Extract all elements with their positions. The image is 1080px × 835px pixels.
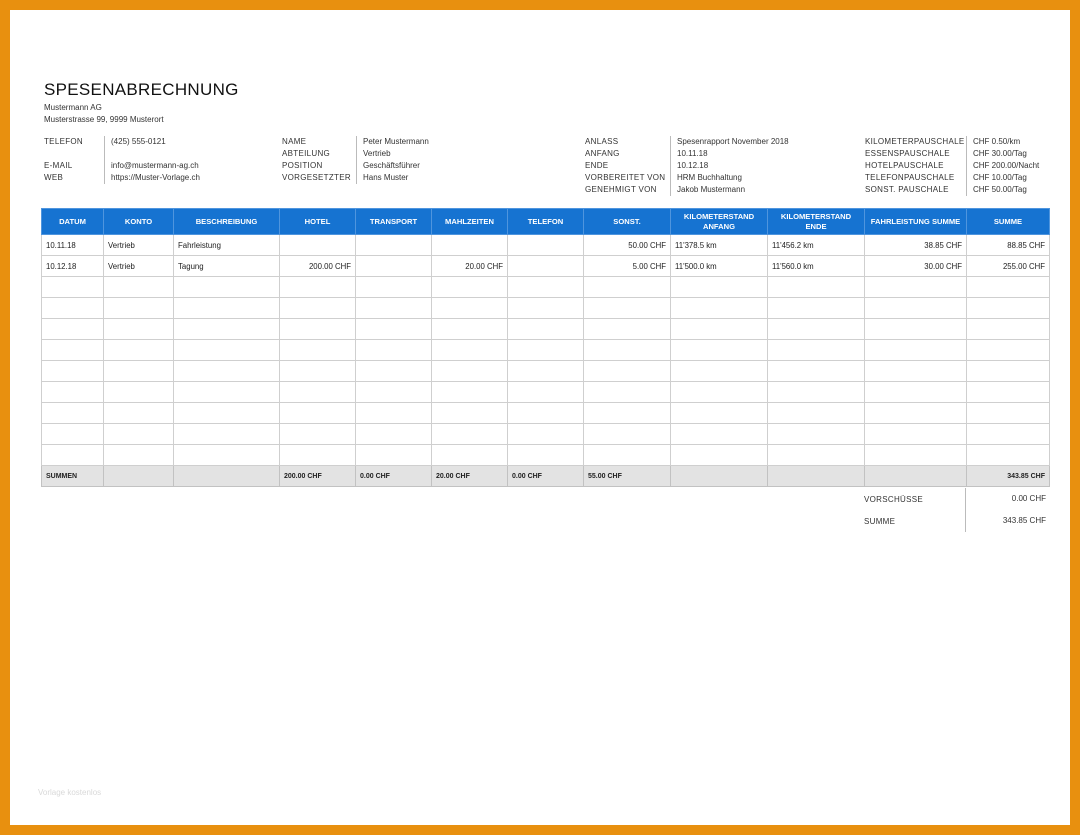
table-cell[interactable] — [671, 361, 768, 382]
total-cell — [174, 466, 280, 487]
table-cell[interactable] — [967, 382, 1050, 403]
table-cell[interactable] — [432, 277, 508, 298]
table-cell[interactable] — [42, 277, 104, 298]
page-title: SPESENABRECHNUNG — [44, 80, 239, 99]
total-cell: 0.00 CHF — [356, 466, 432, 487]
table-cell[interactable]: 11'378.5 km — [671, 235, 768, 256]
summary-label: VORSCHÜSSE — [864, 494, 924, 504]
table-cell[interactable] — [967, 298, 1050, 319]
total-cell: 200.00 CHF — [280, 466, 356, 487]
table-cell[interactable]: 11'500.0 km — [671, 256, 768, 277]
table-row-empty — [42, 382, 1050, 403]
table-cell[interactable] — [584, 319, 671, 340]
table-cell[interactable] — [671, 340, 768, 361]
event-label: ANFANG — [585, 149, 620, 158]
table-cell[interactable] — [356, 361, 432, 382]
summary-value: 0.00 CHF — [965, 488, 1046, 510]
table-cell[interactable] — [432, 382, 508, 403]
table-cell[interactable]: 5.00 CHF — [584, 256, 671, 277]
table-cell[interactable] — [174, 340, 280, 361]
table-cell[interactable] — [174, 403, 280, 424]
total-cell — [768, 466, 865, 487]
table-cell[interactable] — [42, 319, 104, 340]
table-cell[interactable] — [432, 361, 508, 382]
company-info — [44, 102, 164, 126]
table-cell[interactable] — [432, 235, 508, 256]
table-cell[interactable]: 88.85 CHF — [967, 235, 1050, 256]
event-label: ENDE — [585, 161, 609, 170]
table-cell[interactable] — [356, 256, 432, 277]
table-cell[interactable] — [356, 403, 432, 424]
table-cell[interactable] — [584, 424, 671, 445]
table-cell[interactable] — [432, 424, 508, 445]
table-cell[interactable]: 38.85 CHF — [865, 235, 967, 256]
contact-value — [104, 148, 111, 160]
column-header: SONST. — [584, 209, 671, 235]
table-cell[interactable] — [356, 277, 432, 298]
table-cell[interactable] — [42, 403, 104, 424]
table-cell[interactable] — [671, 445, 768, 466]
table-cell[interactable] — [865, 340, 967, 361]
table-cell[interactable]: 11'456.2 km — [768, 235, 865, 256]
table-cell[interactable] — [865, 319, 967, 340]
table-cell[interactable] — [584, 340, 671, 361]
table-cell[interactable] — [768, 403, 865, 424]
table-row — [42, 256, 1050, 277]
table-cell[interactable] — [280, 403, 356, 424]
table-cell[interactable] — [865, 298, 967, 319]
table-cell[interactable] — [174, 298, 280, 319]
rate-value: CHF 10.00/Tag — [966, 172, 1027, 184]
table-cell[interactable] — [671, 277, 768, 298]
table-cell[interactable] — [865, 382, 967, 403]
table-cell[interactable] — [174, 445, 280, 466]
table-row-empty — [42, 424, 1050, 445]
table-cell[interactable] — [967, 277, 1050, 298]
table-cell[interactable] — [768, 298, 865, 319]
table-cell[interactable] — [865, 361, 967, 382]
table-cell[interactable] — [508, 235, 584, 256]
contact-block — [44, 136, 200, 184]
company-name: Mustermann AG — [44, 103, 102, 112]
table-cell[interactable] — [508, 445, 584, 466]
table-cell[interactable] — [280, 361, 356, 382]
table-cell[interactable] — [432, 298, 508, 319]
table-cell[interactable] — [584, 382, 671, 403]
table-cell[interactable] — [104, 298, 174, 319]
table-cell[interactable] — [967, 403, 1050, 424]
person-label: ABTEILUNG — [282, 149, 331, 158]
table-cell[interactable] — [280, 340, 356, 361]
column-header: KONTO — [104, 209, 174, 235]
table-cell[interactable] — [508, 277, 584, 298]
watermark: Vorlage kostenlos — [38, 788, 102, 797]
event-block — [585, 136, 789, 196]
table-cell[interactable] — [280, 424, 356, 445]
table-cell[interactable] — [584, 277, 671, 298]
expense-sheet — [10, 10, 1070, 825]
table-row-empty — [42, 361, 1050, 382]
event-value: HRM Buchhaltung — [670, 172, 742, 184]
summary-label: SUMME — [864, 516, 896, 526]
table-cell[interactable] — [671, 298, 768, 319]
table-row-empty — [42, 403, 1050, 424]
table-cell[interactable] — [104, 319, 174, 340]
contact-value: (425) 555-0121 — [104, 136, 166, 148]
table-row-empty — [42, 340, 1050, 361]
total-cell — [865, 466, 967, 487]
table-cell[interactable] — [508, 424, 584, 445]
table-cell[interactable] — [967, 424, 1050, 445]
total-cell: SUMMEN — [42, 466, 104, 487]
rate-label: KILOMETERPAUSCHALE — [865, 137, 965, 146]
totals-row — [42, 466, 1050, 487]
rate-value: CHF 30.00/Tag — [966, 148, 1027, 160]
event-value: 10.11.18 — [670, 148, 708, 160]
table-cell[interactable]: Fahrleistung — [174, 235, 280, 256]
table-cell[interactable] — [584, 361, 671, 382]
table-cell[interactable] — [356, 382, 432, 403]
contact-value: https://Muster-Vorlage.ch — [104, 172, 200, 184]
table-cell[interactable] — [174, 277, 280, 298]
table-cell[interactable]: 200.00 CHF — [280, 256, 356, 277]
table-cell[interactable] — [768, 424, 865, 445]
person-block — [282, 136, 429, 184]
table-cell[interactable] — [584, 298, 671, 319]
table-cell[interactable] — [280, 319, 356, 340]
event-value: 10.12.18 — [670, 160, 708, 172]
person-label: NAME — [282, 137, 307, 146]
table-cell[interactable] — [356, 298, 432, 319]
table-cell[interactable] — [967, 340, 1050, 361]
table-cell[interactable] — [432, 340, 508, 361]
table-cell[interactable] — [104, 277, 174, 298]
table-cell[interactable] — [356, 424, 432, 445]
rate-value: CHF 50.00/Tag — [966, 184, 1027, 196]
table-cell[interactable] — [432, 403, 508, 424]
rate-label: ESSENSPAUSCHALE — [865, 149, 950, 158]
table-cell[interactable] — [104, 445, 174, 466]
table-cell[interactable] — [432, 445, 508, 466]
rate-label: SONST. PAUSCHALE — [865, 185, 949, 194]
table-cell[interactable] — [508, 298, 584, 319]
rate-label: HOTELPAUSCHALE — [865, 161, 944, 170]
table-cell[interactable] — [967, 319, 1050, 340]
table-row-empty — [42, 319, 1050, 340]
table-cell[interactable] — [967, 361, 1050, 382]
total-cell: 20.00 CHF — [432, 466, 508, 487]
table-cell[interactable] — [174, 319, 280, 340]
table-cell[interactable]: 10.12.18 — [42, 256, 104, 277]
table-cell[interactable] — [104, 424, 174, 445]
column-header: BESCHREIBUNG — [174, 209, 280, 235]
table-cell[interactable] — [280, 445, 356, 466]
table-cell[interactable] — [768, 277, 865, 298]
table-cell[interactable] — [768, 340, 865, 361]
table-cell[interactable]: 255.00 CHF — [967, 256, 1050, 277]
table-cell[interactable]: 11'560.0 km — [768, 256, 865, 277]
contact-label — [44, 148, 104, 160]
column-header: TELEFON — [508, 209, 584, 235]
table-cell[interactable] — [508, 256, 584, 277]
column-header: KILOMETERSTAND ENDE — [768, 209, 865, 235]
total-cell — [104, 466, 174, 487]
person-label: POSITION — [282, 161, 323, 170]
expense-table — [41, 208, 1050, 487]
table-cell[interactable] — [104, 403, 174, 424]
column-header: MAHLZEITEN — [432, 209, 508, 235]
table-cell[interactable] — [584, 445, 671, 466]
contact-label: TELEFON — [44, 137, 83, 146]
summary-value: 343.85 CHF — [965, 510, 1046, 532]
person-label: VORGESETZTER — [282, 173, 351, 182]
event-value: Jakob Mustermann — [670, 184, 745, 196]
person-value: Hans Muster — [356, 172, 408, 184]
table-cell[interactable] — [671, 319, 768, 340]
table-cell[interactable] — [174, 382, 280, 403]
table-cell[interactable]: 20.00 CHF — [432, 256, 508, 277]
contact-label: E-MAIL — [44, 161, 73, 170]
table-cell[interactable] — [508, 340, 584, 361]
table-cell[interactable] — [508, 319, 584, 340]
table-cell[interactable] — [42, 382, 104, 403]
table-cell[interactable] — [174, 424, 280, 445]
table-cell[interactable] — [865, 424, 967, 445]
table-cell[interactable] — [865, 403, 967, 424]
table-cell[interactable] — [42, 445, 104, 466]
table-cell[interactable] — [768, 382, 865, 403]
table-cell[interactable]: 10.11.18 — [42, 235, 104, 256]
rate-value: CHF 200.00/Nacht — [966, 160, 1039, 172]
rate-value: CHF 0.50/km — [966, 136, 1020, 148]
column-header: SUMME — [967, 209, 1050, 235]
table-cell[interactable]: 30.00 CHF — [865, 256, 967, 277]
table-cell[interactable] — [42, 424, 104, 445]
table-cell[interactable] — [280, 298, 356, 319]
table-cell[interactable] — [42, 298, 104, 319]
rates-block — [865, 136, 1039, 196]
table-cell[interactable] — [967, 445, 1050, 466]
total-cell — [671, 466, 768, 487]
contact-value: info@mustermann-ag.ch — [104, 160, 199, 172]
table-cell[interactable] — [671, 382, 768, 403]
table-row-empty — [42, 445, 1050, 466]
column-header: FAHRLEISTUNG SUMME — [865, 209, 967, 235]
table-cell[interactable] — [280, 277, 356, 298]
company-address: Musterstrasse 99, 9999 Musterort — [44, 115, 164, 124]
table-cell[interactable]: Tagung — [174, 256, 280, 277]
table-cell[interactable]: Vertrieb — [104, 256, 174, 277]
person-value: Peter Mustermann — [356, 136, 429, 148]
table-cell[interactable] — [768, 361, 865, 382]
summary-block — [864, 488, 1046, 532]
table-cell[interactable] — [584, 403, 671, 424]
table-cell[interactable] — [508, 382, 584, 403]
table-cell[interactable] — [280, 235, 356, 256]
event-value: Spesenrapport November 2018 — [670, 136, 789, 148]
table-cell[interactable] — [356, 319, 432, 340]
table-cell[interactable] — [356, 340, 432, 361]
column-header: TRANSPORT — [356, 209, 432, 235]
total-cell: 55.00 CHF — [584, 466, 671, 487]
table-row-empty — [42, 298, 1050, 319]
event-label: VORBEREITET VON — [585, 173, 666, 182]
event-label: ANLASS — [585, 137, 619, 146]
rate-label: TELEFONPAUSCHALE — [865, 173, 955, 182]
table-row-empty — [42, 277, 1050, 298]
table-cell[interactable]: Vertrieb — [104, 235, 174, 256]
column-header: DATUM — [42, 209, 104, 235]
table-cell[interactable] — [508, 403, 584, 424]
table-cell[interactable] — [432, 319, 508, 340]
table-cell[interactable] — [865, 445, 967, 466]
table-cell[interactable] — [508, 361, 584, 382]
table-cell[interactable] — [671, 403, 768, 424]
table-cell[interactable] — [356, 235, 432, 256]
table-cell[interactable] — [768, 319, 865, 340]
event-label: GENEHMIGT VON — [585, 185, 657, 194]
table-cell[interactable] — [174, 361, 280, 382]
contact-label: WEB — [44, 173, 64, 182]
column-header: KILOMETERSTAND ANFANG — [671, 209, 768, 235]
person-value: Geschäftsführer — [356, 160, 420, 172]
table-cell[interactable] — [42, 361, 104, 382]
table-cell[interactable] — [671, 424, 768, 445]
table-cell[interactable] — [104, 382, 174, 403]
table-cell[interactable] — [42, 340, 104, 361]
table-header-row — [42, 209, 1050, 235]
table-cell[interactable] — [356, 445, 432, 466]
table-cell[interactable] — [865, 277, 967, 298]
table-cell[interactable] — [104, 361, 174, 382]
column-header: HOTEL — [280, 209, 356, 235]
table-row — [42, 235, 1050, 256]
table-cell[interactable]: 50.00 CHF — [584, 235, 671, 256]
table-cell[interactable] — [280, 382, 356, 403]
total-cell: 343.85 CHF — [967, 466, 1050, 487]
table-cell[interactable] — [104, 340, 174, 361]
total-cell: 0.00 CHF — [508, 466, 584, 487]
person-value: Vertrieb — [356, 148, 391, 160]
table-cell[interactable] — [768, 445, 865, 466]
